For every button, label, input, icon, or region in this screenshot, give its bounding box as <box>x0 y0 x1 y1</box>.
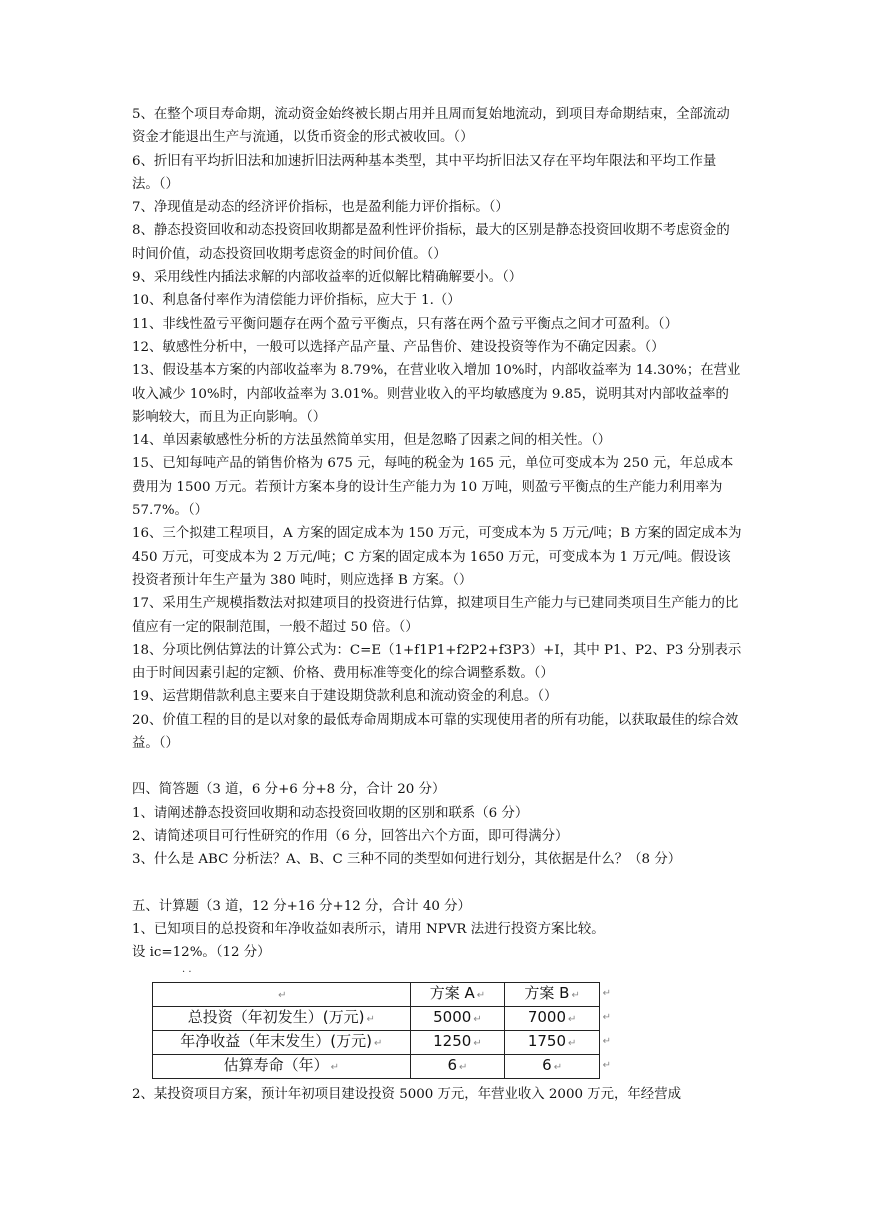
section-4-title: 四、简答题（3 道，6 分+6 分+8 分，合计 20 分） <box>132 782 446 798</box>
table-cell: 1250 ↵ <box>410 1031 505 1055</box>
calc-q1-line1: 1、已知项目的总投资和年净收益如表所示，请用 NPVR 法进行投资方案比较。 <box>132 921 605 937</box>
statement-12: 12、敏感性分析中，一般可以选择产品产量、产品售价、建设投资等作为不确定因素。（） <box>132 339 665 355</box>
calc-q1-line2: 设 ic=12%。（12 分） <box>132 945 271 961</box>
table-row <box>153 1055 600 1079</box>
investment-table-wrapper <box>152 967 622 1079</box>
calc-q2-line1: 2、某投资项目方案，预计年初项目建设投资 5000 万元，年营业收入 2000 万元，年经营成 <box>132 1087 681 1103</box>
table-header-cell: 方案 B ↵ ↵ <box>505 983 600 1007</box>
statement-7: 7、净现值是动态的经济评价指标，也是盈利能力评价指标。（） <box>132 200 509 216</box>
statement-8: 8、静态投资回收和动态投资回收期都是盈利性评价指标，最大的区别是静态投资回收期不考虑资金的时间价值，动态投资回收期考虑资金的时间价值。（） <box>132 223 730 262</box>
statement-20: 20、价值工程的目的是以对象的最低寿命周期成本可靠的实现使用者的所有功能，以获取最佳的综合效益。（） <box>132 712 739 752</box>
statement-11: 11、非线性盈亏平衡问题存在两个盈亏平衡点，只有落在两个盈亏平衡点之间才可盈利。（） <box>132 316 678 332</box>
document-body <box>132 103 742 1107</box>
statement-15: 15、已知每吨产品的销售价格为 675 元，每吨的税金为 165 元，单位可变成本为 250 元，年总成本费用为 1500 万元。若预计方案本身的设计生产能力为 10 万吨，则盈亏平衡点的生产能力利用率为 57.7%。（） <box>132 456 734 519</box>
table-row <box>153 1031 600 1055</box>
table-cell: 6 ↵ <box>410 1055 505 1079</box>
short-answer-q1: 1、请阐述静态投资回收期和动态投资回收期的区别和联系（6 分） <box>132 805 529 821</box>
table-cell: 总投资（年初发生）(万元) ↵ <box>153 1007 411 1031</box>
table-cell: 年净收益（年末发生）(万元) ↵ <box>153 1031 411 1055</box>
spacer <box>132 872 742 895</box>
statement-16: 16、三个拟建工程项目，A 方案的固定成本为 150 万元，可变成本为 5 万元/吨；B 方案的固定成本为 450 万元，可变成本为 2 万元/吨；C 方案的固定成本为 1650 万元，可变成本为 1 万元/吨。假设该投资者预计年生产量为 380 吨时，则应选择 B 方案。（） <box>132 526 742 588</box>
table-header-cell: ↵ <box>153 983 411 1007</box>
statement-10: 10、利息备付率作为清偿能力评价指标，应大于 1.（） <box>132 293 461 309</box>
short-answer-q2: 2、请简述项目可行性研究的作用（6 分，回答出六个方面，即可得满分） <box>132 828 569 844</box>
statement-13: 13、假设基本方案的内部收益率为 8.79%，在营业收入增加 10%时，内部收益率为 14.30%；在营业收入减少 10%时，内部收益率为 3.01%。则营业收入的平均敏感度为 9.85，说明其对内部收益率的影响较大，而且为正向影响。（） <box>132 363 741 425</box>
statement-14: 14、单因素敏感性分析的方法虽然简单实用，但是忽略了因素之间的相关性。（） <box>132 433 612 449</box>
anchor-dots: · · <box>182 967 192 979</box>
short-answer-q3: 3、什么是 ABC 分析法？A、B、C 三种不同的类型如何进行划分，其依据是什么？（8 分） <box>132 852 682 868</box>
spacer <box>132 755 742 778</box>
table-cell: 7000 ↵ ↵ <box>505 1007 600 1031</box>
table-cell: 6 ↵ ↵ <box>505 1055 600 1079</box>
statement-18: 18、分项比例估算法的计算公式为：C=E（1+f1P1+f2P2+f3P3）+I，其中 P1、P2、P3 分别表示由于时间因素引起的定额、价格、费用标准等变化的综合调整系数。（） <box>132 642 742 682</box>
table-row <box>153 1007 600 1031</box>
table-header-row <box>153 983 600 1007</box>
statement-6: 6、折旧有平均折旧法和加速折旧法两种基本类型，其中平均折旧法又存在平均年限法和平均工作量法。（） <box>132 153 717 192</box>
table-header-cell: 方案 A ↵ <box>410 983 505 1007</box>
statement-17: 17、采用生产规模指数法对拟建项目的投资进行估算，拟建项目生产能力与已建同类项目生产能力的比值应有一定的限制范围，一般不超过 50 倍。（） <box>132 596 739 635</box>
statement-5: 5、在整个项目寿命期，流动资金始终被长期占用并且周而复始地流动，到项目寿命期结束，全部流动资金才能退出生产与流通，以货币资金的形式被收回。（） <box>132 107 730 146</box>
statement-9: 9、采用线性内插法求解的内部收益率的近似解比精确解要小。（） <box>132 270 523 286</box>
table-cell: 5000 ↵ <box>410 1007 505 1031</box>
table-cell: 估算寿命（年） ↵ <box>153 1055 411 1079</box>
investment-table <box>152 982 611 1079</box>
section-5-title: 五、计算题（3 道，12 分+16 分+12 分，合计 40 分） <box>132 898 471 914</box>
statement-19: 19、运营期借款利息主要来自于建设期贷款利息和流动资金的利息。（） <box>132 689 558 705</box>
table-cell: 1750 ↵ ↵ <box>505 1031 600 1055</box>
